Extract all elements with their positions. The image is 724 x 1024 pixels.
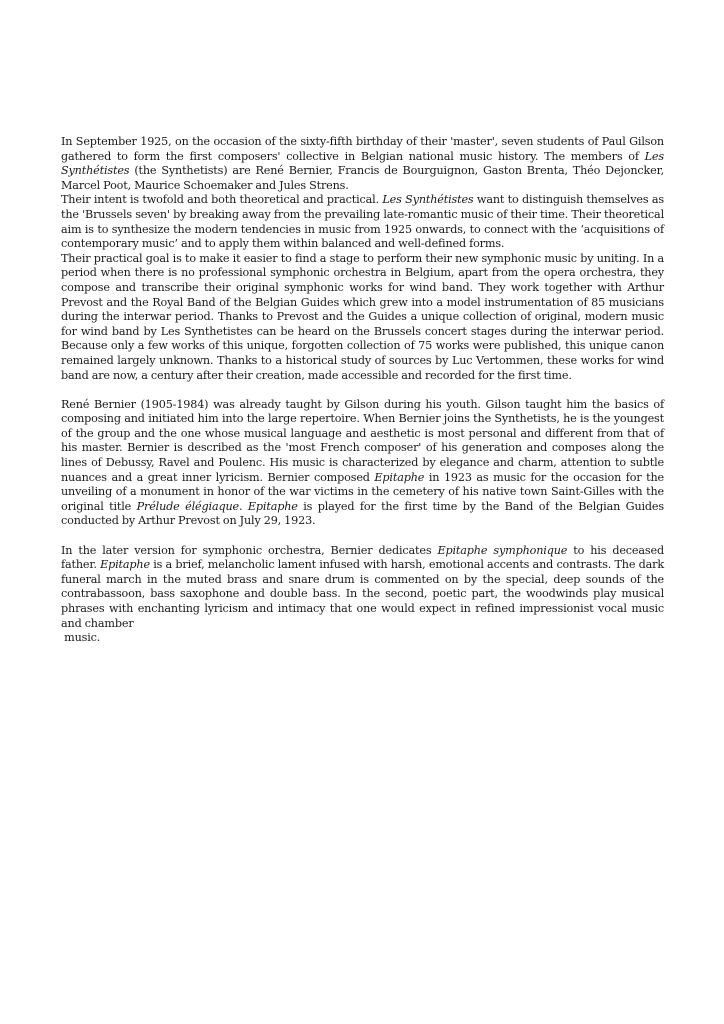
- text-run: Their practical goal is to make it easier to find a stage to perform their new symphonic music by uniting. In a period when there is no professional symphonic orchestra in Belgium, apart from the opera orchestra, they compose and transcribe their original symphonic works for wind band. They work together with Arthur Prevost and the Royal Band of the Belgian Guides which grew into a model instrumentation of 85 musicians during the interwar period. Thanks to Prevost and the Guides a unique collection of original, modern music for wind band by Les Synthetistes can be heard on the Brussels concert stages during the interwar period. Because only a few works of this unique, forgotten collection of 75 works were published, this unique canon remained largely unknown. Thanks to a historical study of sources by Luc Vertommen, these works for wind band are now, a century after their creation, made accessible and recorded for the first time.: [61, 251, 664, 382]
- text-run: René Bernier (1905-1984) was already taught by Gilson during his youth. Gilson taught him the basics of composing and initiated him into the large repertoire. When Bernier joins the Synthetists, he is the youngest of the group and the one whose musical language and aesthetic is most personal and different from that of his master. Bernier is described as the 'most French composer' of his generation and composes along the lines of Debussy, Ravel and Poulenc. His music is characterized by elegance and charm, attention to subtle nuances and a great inner lyricism. Bernier composed: [61, 397, 664, 484]
- text-run: want to distinguish themselves as the 'Brussels seven' by breaking away from the prevailing late-romantic music of their time. Their theoretical aim is to synthesize the modern tendencies in music from 1925 onwards, to connect with the ‘acquisitions of contemporary music’ and to apply them within balanced and well-defined forms.: [61, 193, 664, 251]
- italic-title: Epitaphe: [100, 558, 150, 572]
- paragraph-practical-goal: [61, 252, 664, 383]
- paragraph-intent: [61, 193, 664, 251]
- document-body: [61, 135, 664, 646]
- italic-title: Les Synthétistes: [61, 149, 664, 178]
- italic-title: Epitaphe symphonique: [437, 543, 568, 557]
- italic-title: Epitaphe: [374, 470, 425, 484]
- paragraph-spacer: [61, 383, 664, 398]
- text-run: .: [239, 499, 248, 513]
- paragraph-spacer: [61, 529, 664, 544]
- text-run: Their intent is twofold and both theoretical and practical.: [61, 193, 383, 207]
- text-run: is played for the first time by the Band of the Belgian Guides conducted by Arthur Prevost on July 29, 1923.: [61, 499, 664, 528]
- text-run: is a brief, melancholic lament infused with harsh, emotional accents and contrasts. The dark funeral march in the muted brass and snare drum is commented on by the special, deep sounds of the contrabassoon, bass saxophone and double bass. In the second, poetic part, the woodwinds play musical phrases with enchanting lyricism and intimacy that one would expect in refined impressionist vocal music and chamber: [61, 558, 664, 630]
- text-run: In the later version for symphonic orchestra, Bernier dedicates: [61, 543, 438, 557]
- text-run: in 1923 as music for the occasion for the unveiling of a monument in honor of the war victims in the cemetery of his native town Saint-Gilles with the original title: [61, 470, 664, 513]
- paragraph-trailing-line: music.: [61, 631, 101, 645]
- italic-title: Les Synthétistes: [382, 193, 474, 207]
- paragraph-epitaphe-symphonique: [61, 544, 664, 632]
- text-run: (the Synthetists) are René Bernier, Francis de Bourguignon, Gaston Brenta, Théo Dejoncker, Marcel Poot, Maurice Schoemaker and Jules Strens.: [61, 164, 664, 192]
- text-run: In September 1925, on the occasion of the sixty-fifth birthday of their 'master', seven students of Paul Gilson gathered to form the first composers' collective in Belgian national music history. The members of: [61, 135, 664, 163]
- italic-title: Prélude élégiaque: [136, 499, 239, 513]
- paragraph-synthetistes-founding: [61, 135, 664, 193]
- text-run: to his deceased father.: [61, 543, 664, 572]
- paragraph-rene-bernier: [61, 398, 664, 529]
- italic-title: Epitaphe: [247, 499, 298, 513]
